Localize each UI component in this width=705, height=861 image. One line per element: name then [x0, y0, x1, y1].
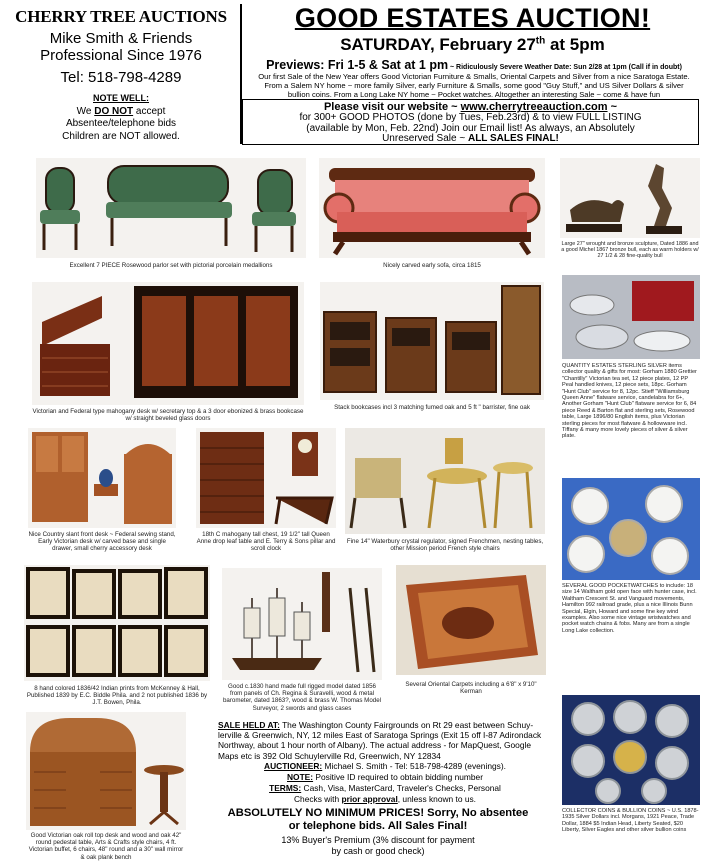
bronzes-photo — [560, 158, 700, 238]
ship-caption: Good c.1830 hand made full rigged model dated 1856 from panels of Ch. Regina & Suravelli, wood & metal barometer, dated 1863?, wood & brass W. Thomas Model Surveyor, 2 swords and glass cases — [222, 683, 382, 712]
website-line-3: (available by Mon, Feb. 22nd) Join our Email list! As always, an Absolutely — [306, 123, 635, 134]
bookcases-photo — [320, 282, 544, 400]
parlor-set-image — [36, 158, 306, 258]
notewell-title: NOTE WELL: — [93, 93, 149, 103]
prints-caption: 8 hand colored 1836/42 Indian prints from McKenney & Hall, Published 1839 by E.C. Biddle Phila. and 2 not published 1836 by J.T. Bowen, Phila. — [26, 685, 208, 707]
silver-image — [562, 275, 700, 359]
website-line-1-post: ~ — [607, 101, 618, 113]
rolltop-photo — [26, 712, 186, 830]
previews-bold: Previews: Fri 1-5 & Sat at 1 pm — [266, 58, 449, 72]
auction-title: GOOD ESTATES AUCTION! — [294, 3, 651, 33]
watches-photo — [562, 478, 700, 580]
wicker-image — [345, 428, 545, 534]
website-line-2: for 300+ GOOD PHOTOS (done by Tues, Feb.23rd) & to view FULL LISTING — [299, 112, 642, 123]
rolltop-image — [26, 712, 186, 830]
secretary-photo — [28, 428, 176, 528]
website-box — [242, 99, 699, 145]
auction-date-main: SATURDAY, February 27 — [340, 35, 536, 54]
note-line — [218, 772, 552, 782]
auction-date-suffix: th — [535, 35, 546, 47]
blurb-line-1: Our first Sale of the New Year offers Good Victorian Furniture & Smalls, Oriental Carpets and Silver from a nice Saratoga Estate. — [258, 72, 690, 81]
note-label: NOTE: — [287, 772, 314, 782]
previews-small: ~ Ridiculously Severe Weather Date: Sun 2/28 at 1pm (Call if in doubt) — [448, 64, 682, 71]
desk-bookcase-photo — [32, 282, 304, 405]
notewell-line-1-post: accept — [133, 106, 166, 117]
bronzes-image — [560, 158, 700, 238]
desk-bookcase-image — [32, 282, 304, 405]
no-minimum-line-2: or telephone bids. All Sales Final! — [288, 820, 468, 832]
coins-photo — [562, 695, 700, 805]
secretary-image — [28, 428, 176, 528]
wicker-photo — [345, 428, 545, 534]
wicker-caption: Fine 14" Waterbury crystal regulator, signed Frenchmen, nesting tables, other Mission period French style chairs — [346, 538, 544, 553]
prints-image — [24, 565, 210, 681]
sofa-image — [319, 158, 545, 258]
auctioneer-line — [218, 761, 552, 771]
notewell-line-1-pre: We — [76, 106, 95, 117]
notewell-line-1 — [6, 106, 236, 117]
tallchest-image — [196, 428, 336, 528]
secretary-caption: Nice Country slant front desk ~ Federal sewing stand, Early Victorian desk w/ carved base and single drawer, small cherry accessory desk — [28, 531, 176, 553]
company-name: CHERRY TREE AUCTIONS — [15, 7, 227, 26]
note-text: Positive ID required to obtain bidding number — [313, 772, 483, 782]
carpets-caption: Several Oriental Carpets including a 6'8" x 9'10" Kerman — [405, 681, 537, 696]
company-telephone: Tel: 518-798-4289 — [60, 69, 182, 86]
no-minimum-line-1: ABSOLUTELY NO MINIMUM PRICES! Sorry, No absentee — [227, 807, 529, 819]
silver-caption: QUANTITY ESTATES STERLING SILVER items collector quality & gifts for most: Gorham 1880 Grettier "Chantilly" Victorian tea set, 12 piece plates, 12 PP Peal handled knives, 12 piece sets, 18pc. Gorham "Hunt Club" service for 8, 12pc. Stieff "Williamsburg Queen Anne" flatware service, candelabra for 6+, Another Gorham "Hunt Club" flatware service for 6, 84 piece Reed & Barton flat and sterling sets, Rosewood table, Large 1896/80 English items, plus Victorian sterling pieces for most flatware & hollowware incl. Tiffany & many more lovely pieces of silver & silver plate. — [562, 363, 697, 440]
website-line-4-pre: Unreserved Sale ~ — [382, 133, 468, 144]
company-subtitle-2: Professional Since 1976 — [40, 47, 202, 64]
auction-date-time: at 5pm — [545, 35, 605, 54]
website-line-1-pre: Please visit our website ~ — [323, 101, 461, 113]
checks-pre: Checks with — [293, 794, 342, 804]
sofa-photo — [319, 158, 545, 258]
ship-photo — [222, 568, 382, 680]
parlor-set-photo — [36, 158, 306, 258]
sale-held-label: SALE HELD AT: — [218, 720, 280, 730]
terms-line — [218, 783, 552, 793]
blurb-line-2: From a Salem NY home ~ more family Silver, early Furniture & Smalls, some good "Guy Stuff," and US Silver Dollars & silver — [264, 81, 684, 90]
website-url-link[interactable]: www.cherrytreeauction.com — [460, 101, 608, 113]
bookcases-image — [320, 282, 544, 400]
sale-held-text: The Washington County Fairgrounds on Rt 29 east between Schuy-lerville & Greenwich, NY, 12 miles East of Saratoga Springs (Exit 15 off I-87 Adirondack Northway, about 1 hour north of Albany). The actual address - for MapQuest, Google Maps etc is 392 Old Schuylerville Rd, Greenwich, NY 12834 — [218, 720, 542, 761]
watches-caption: SEVERAL GOOD POCKETWATCHES to include: 18 size 14 Waltham gold open face with hunter case, incl. Waltham Crescent St. and Vanguard movements, Hamilton 992 railroad grade, plus a nice Illinois Bunn Special, Elgin, Howard and some fine key wind examples. Also some nice vintage wristwatches and pocket watch chains & fobs. Many are from a single Long Lake collection. — [562, 583, 697, 634]
watches-image — [562, 478, 700, 580]
checks-post: , unless known to us. — [397, 794, 476, 804]
ship-image — [222, 568, 382, 680]
company-subtitle-1: Mike Smith & Friends — [49, 30, 193, 47]
sale-held-paragraph — [218, 720, 552, 761]
prints-photo — [24, 565, 210, 681]
desk-bookcase-caption: Victorian and Federal type mahogany desk w/ secretary top & a 3 door ebonized & brass bookcase w/ straight beveled glass doors — [32, 408, 304, 423]
auction-date — [245, 35, 700, 55]
website-line-4-bold: ALL SALES FINAL! — [467, 133, 559, 144]
auctioneer-text: Michael S. Smith - Tel: 518-798-4289 (evenings). — [322, 761, 506, 771]
terms-text: Cash, Visa, MasterCard, Traveler's Checks, Personal — [301, 783, 501, 793]
buyers-premium-line-1: 13% Buyer's Premium (3% discount for payment — [281, 835, 475, 845]
buyers-premium-line-2: by cash or good check) — [331, 846, 425, 856]
notewell-line-3: Children are NOT allowed. — [62, 131, 180, 142]
checks-underlined: prior approval — [341, 794, 398, 804]
sale-info-block — [204, 720, 552, 858]
carpets-image — [396, 565, 546, 675]
rolltop-caption: Good Victorian oak roll top desk and wood and oak 42" round pedestal table, Arts & Crafts style chairs, 4 ft. Victorian buffet, 6 chairs, 48" round and a 30" wall mirror & oak plank bench — [28, 832, 184, 861]
website-line-4 — [243, 133, 698, 144]
tallchest-caption: 18th C mahogany tall chest, 19 1/2" tall Queen Anne drop leaf table and E. Terry & Sons pillar and scroll clock — [196, 531, 336, 553]
notewell-line-2: Absentee/telephone bids — [65, 118, 177, 129]
bronzes-caption: Large 27" wrought and bronze sculpture, Dated 1886 and a good Michel 1867 bronze bull, each as warm holders w/ 27 1/2 & 28 fine-quality bull — [561, 241, 699, 260]
notewell-line-1-em: DO NOT — [94, 106, 134, 117]
coins-image — [562, 695, 700, 805]
parlor-set-caption: Excellent 7 PIECE Rosewood parlor set with pictorial porcelain medallions — [69, 262, 273, 269]
blurb-line-3: bullion coins. From a Long Lake NY home ~ Pocket watches. Altogether an interesting Sale ~ come & have fun — [287, 90, 661, 99]
tallchest-photo — [196, 428, 336, 528]
terms-label: TERMS: — [269, 783, 302, 793]
checks-line — [218, 794, 552, 804]
carpets-photo — [396, 565, 546, 675]
coins-caption: COLLECTOR COINS & BULLION COINS ~ U.S. 1878-1935 Silver Dollars incl. Morgans, 1921 Peace, Trade Dollar, 1884 $5 Indian Head, Liberty Seated, $20 Liberty, Silver Eagles and other silver bullion coins — [562, 808, 699, 834]
bookcases-caption: Stack bookcases incl 3 matching fumed oak and 5 ft " barrister, fine oak — [334, 404, 530, 411]
sofa-caption: Nicely carved early sofa, circa 1815 — [383, 262, 481, 269]
auctioneer-label: AUCTIONEER: — [264, 761, 323, 771]
silver-photo — [562, 275, 700, 359]
